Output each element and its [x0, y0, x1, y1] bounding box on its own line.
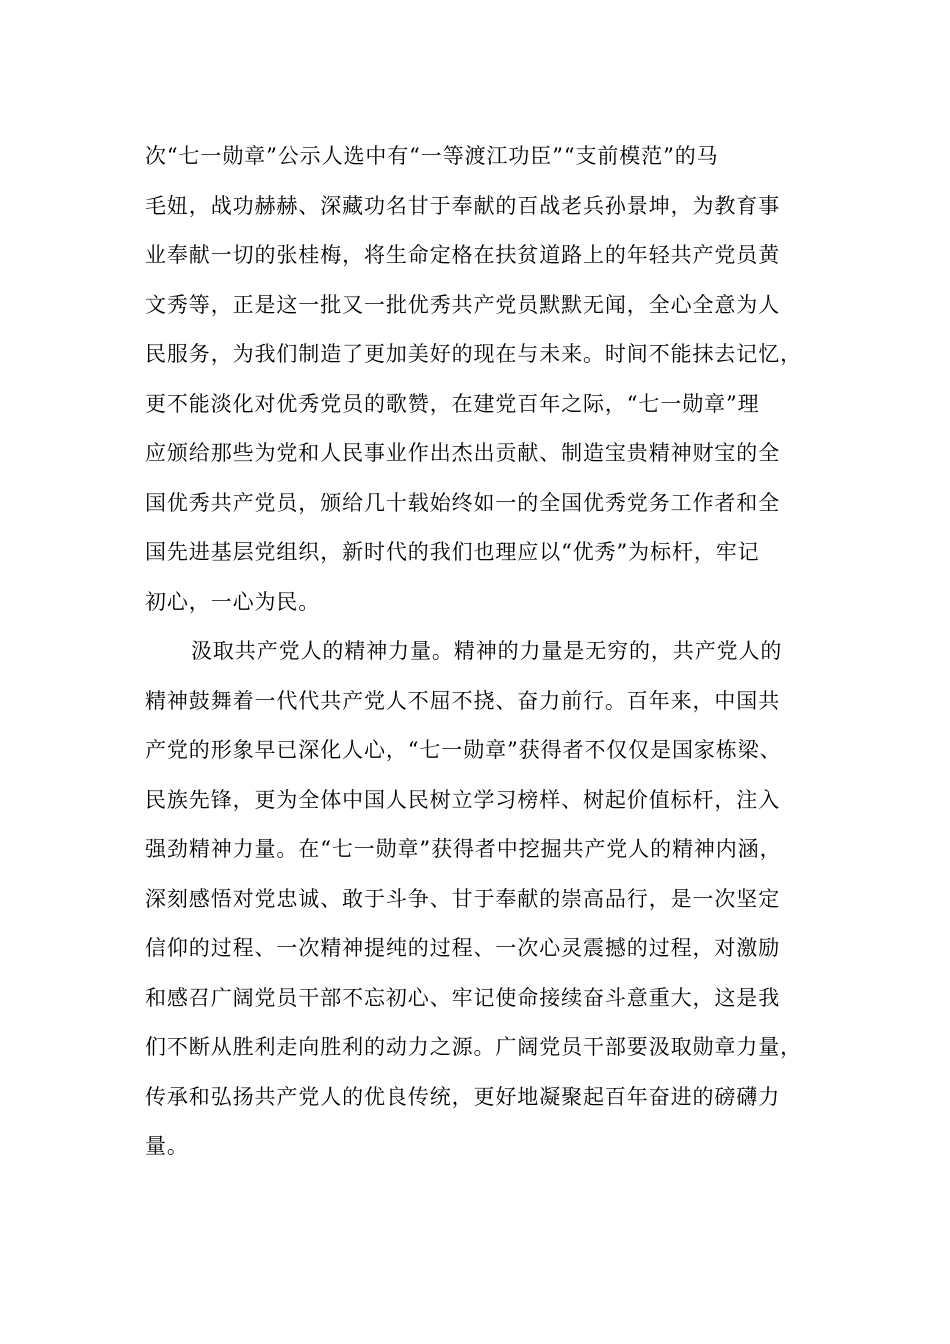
text-line: 国先进基层党组织，新时代的我们也理应以“优秀”为标杆，牢记 — [145, 540, 760, 564]
text-line: 文秀等，正是这一批又一批优秀共产党员默默无闻，全心全意为人 — [145, 292, 781, 317]
text-line: 信仰的过程、一次精神提纯的过程、一次心灵震撼的过程，对激励 — [145, 936, 781, 960]
body-text — [145, 132, 825, 1172]
text-line: 强劲精神力量。在“七一勋章”获得者中挖掘共产党人的精神内涵， — [145, 837, 782, 861]
text-line: 毛妞，战功赫赫、深藏功名甘于奉献的百战老兵孙景坤，为教育事 — [145, 193, 781, 218]
paragraph-1 — [145, 132, 825, 627]
text-line: 量。 — [145, 1134, 189, 1158]
text-line: 们不断从胜利走向胜利的动力之源。广阔党员干部要汲取勋章力量， — [145, 1035, 802, 1059]
text-line: 国优秀共产党员，颁给几十载始终如一的全国优秀党务工作者和全 — [145, 490, 781, 515]
text-line: 精神鼓舞着一代代共产党人不屈不挠、奋力前行。百年来，中国共 — [145, 688, 781, 713]
text-line: 应颁给那些为党和人民事业作出杰出贡献、制造宝贵精神财宝的全 — [145, 441, 781, 465]
text-line: 和感召广阔党员干部不忘初心、牢记使命接续奋斗意重大，这是我 — [145, 985, 781, 1010]
text-line: 汲取共产党人的精神力量。精神的力量是无穷的，共产党人的 — [191, 639, 783, 663]
text-line: 深刻感悟对党忠诚、敢于斗争、甘于奉献的崇高品行，是一次坚定 — [145, 886, 781, 911]
text-line: 业奉献一切的张桂梅，将生命定格在扶贫道路上的年轻共产党员黄 — [145, 243, 781, 267]
text-line: 初心，一心为民。 — [145, 589, 321, 614]
text-line: 民族先锋，更为全体中国人民树立学习榜样、树起价值标杆，注入 — [145, 787, 781, 812]
paragraph-2 — [145, 627, 825, 1172]
text-line: 民服务，为我们制造了更加美好的现在与未来。时间不能抹去记忆， — [145, 342, 802, 366]
text-line: 产党的形象早已深化人心，“七一勋章”获得者不仅仅是国家栋梁、 — [145, 738, 782, 762]
text-line: 次“七一勋章”公示人选中有“一等渡江功臣”“支前模范”的马 — [145, 144, 719, 168]
text-line: 更不能淡化对优秀党员的歌赞，在建党百年之际，“七一勋章”理 — [145, 391, 760, 416]
text-line: 传承和弘扬共产党人的优良传统，更好地凝聚起百年奋进的磅礴力 — [145, 1084, 781, 1109]
